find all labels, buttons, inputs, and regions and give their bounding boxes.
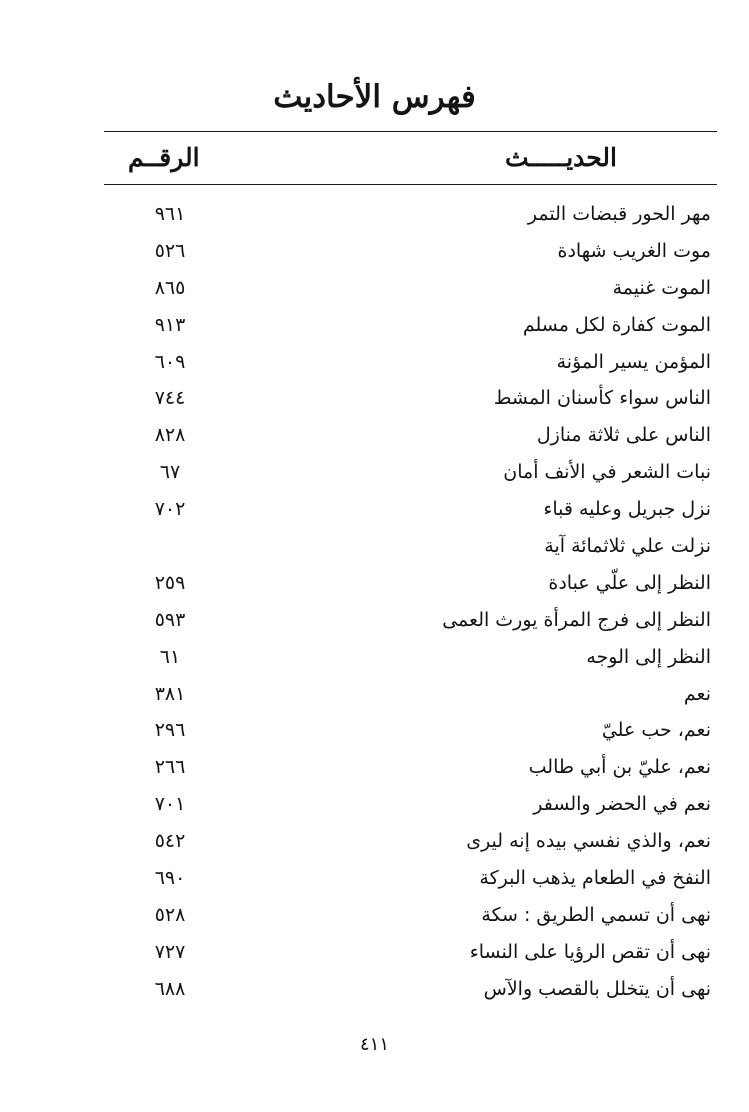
index-row [104, 823, 717, 860]
hadith-text: نزل جبريل وعليه قباء [543, 498, 711, 521]
hadith-text: النظر إلى فرج المرأة يورث العمى [442, 608, 711, 631]
hadith-text: مهر الحور قبضات التمر [527, 203, 711, 225]
column-header-hadith: الحديـــــث [505, 143, 617, 172]
hadith-number: ٦٩٠ [154, 867, 186, 890]
index-row [104, 676, 717, 713]
index-row [104, 749, 717, 786]
hadith-text: المؤمن يسير المؤنة [556, 350, 711, 373]
hadith-number: ٧٢٧ [154, 940, 186, 963]
index-row [104, 934, 717, 971]
index-row [104, 712, 717, 749]
hadith-number: ٥٢٦ [154, 239, 186, 262]
hadith-text: نعم، عليّ بن أبي طالب [528, 756, 711, 779]
hadith-number: ٧٤٤ [154, 387, 186, 410]
column-header-number: الرقــم [128, 143, 200, 172]
index-row [104, 454, 717, 491]
index-row [104, 233, 717, 270]
index-list [104, 196, 717, 1008]
index-row [104, 344, 717, 381]
hadith-number: ٥٩٣ [154, 608, 186, 631]
page-number: ٤١١ [359, 1034, 389, 1055]
hadith-text: الناس على ثلاثة منازل [536, 424, 711, 447]
hadith-text: نعم [683, 682, 711, 705]
index-row [104, 860, 717, 897]
hadith-number: ٧٠٢ [154, 498, 186, 521]
page-title: فهرس الأحاديث [273, 79, 476, 115]
header-bottom-rule [104, 184, 717, 185]
index-row [104, 270, 717, 307]
index-row [104, 307, 717, 344]
index-row [104, 971, 717, 1008]
index-row [104, 380, 717, 417]
hadith-number: ٩٦١ [154, 203, 186, 225]
index-row [104, 602, 717, 639]
hadith-number: ٢٦٦ [154, 756, 186, 779]
hadith-text: نهى أن يتخلل بالقصب والآس [483, 977, 711, 1000]
index-row [104, 786, 717, 823]
hadith-text: نهى أن تقص الرؤيا على النساء [469, 940, 711, 963]
hadith-number: ٩١٣ [154, 313, 186, 336]
hadith-text: موت الغريب شهادة [557, 239, 711, 262]
hadith-number: ٣٨١ [154, 682, 186, 705]
hadith-text: نزلت علي ثلاثمائة آية [544, 535, 711, 558]
hadith-text: النفخ في الطعام يذهب البركة [479, 867, 711, 890]
index-row [104, 491, 717, 528]
hadith-text: النظر إلى علّي عبادة [548, 571, 711, 594]
hadith-text: نهى أن تسمي الطريق : سكة [481, 903, 711, 926]
hadith-number: ٢٥٩ [154, 571, 186, 594]
hadith-text: نبات الشعر في الأنف أمان [503, 461, 711, 484]
hadith-number: ٦٠٩ [154, 350, 186, 373]
hadith-number: ٧٠١ [154, 793, 186, 816]
hadith-text: النظر إلى الوجه [586, 645, 711, 668]
index-row [104, 417, 717, 454]
index-row [104, 639, 717, 676]
hadith-number: ٨٢٨ [154, 424, 186, 447]
hadith-text: الناس سواء كأسنان المشط [493, 387, 711, 410]
index-row [104, 565, 717, 602]
hadith-number: ٨٦٥ [154, 276, 186, 299]
hadith-text: الموت غنيمة [612, 276, 711, 299]
hadith-number: ٦١ [159, 645, 181, 668]
header-top-rule [104, 131, 717, 132]
hadith-number: ٢٩٦ [154, 719, 186, 742]
hadith-number: ٥٢٨ [154, 903, 186, 926]
index-row [104, 196, 717, 233]
hadith-text: نعم، حب عليّ [601, 719, 711, 742]
hadith-text: الموت كفارة لكل مسلم [522, 313, 711, 336]
hadith-number: ٦٨٨ [154, 977, 186, 1000]
hadith-number: ٦٧ [159, 461, 181, 484]
index-row [104, 528, 717, 565]
hadith-text: نعم، والذي نفسي بيده إنه ليرى [466, 830, 711, 853]
index-row [104, 897, 717, 934]
hadith-number [140, 528, 200, 565]
hadith-number: ٥٤٢ [154, 830, 186, 853]
hadith-text: نعم في الحضر والسفر [533, 793, 711, 816]
